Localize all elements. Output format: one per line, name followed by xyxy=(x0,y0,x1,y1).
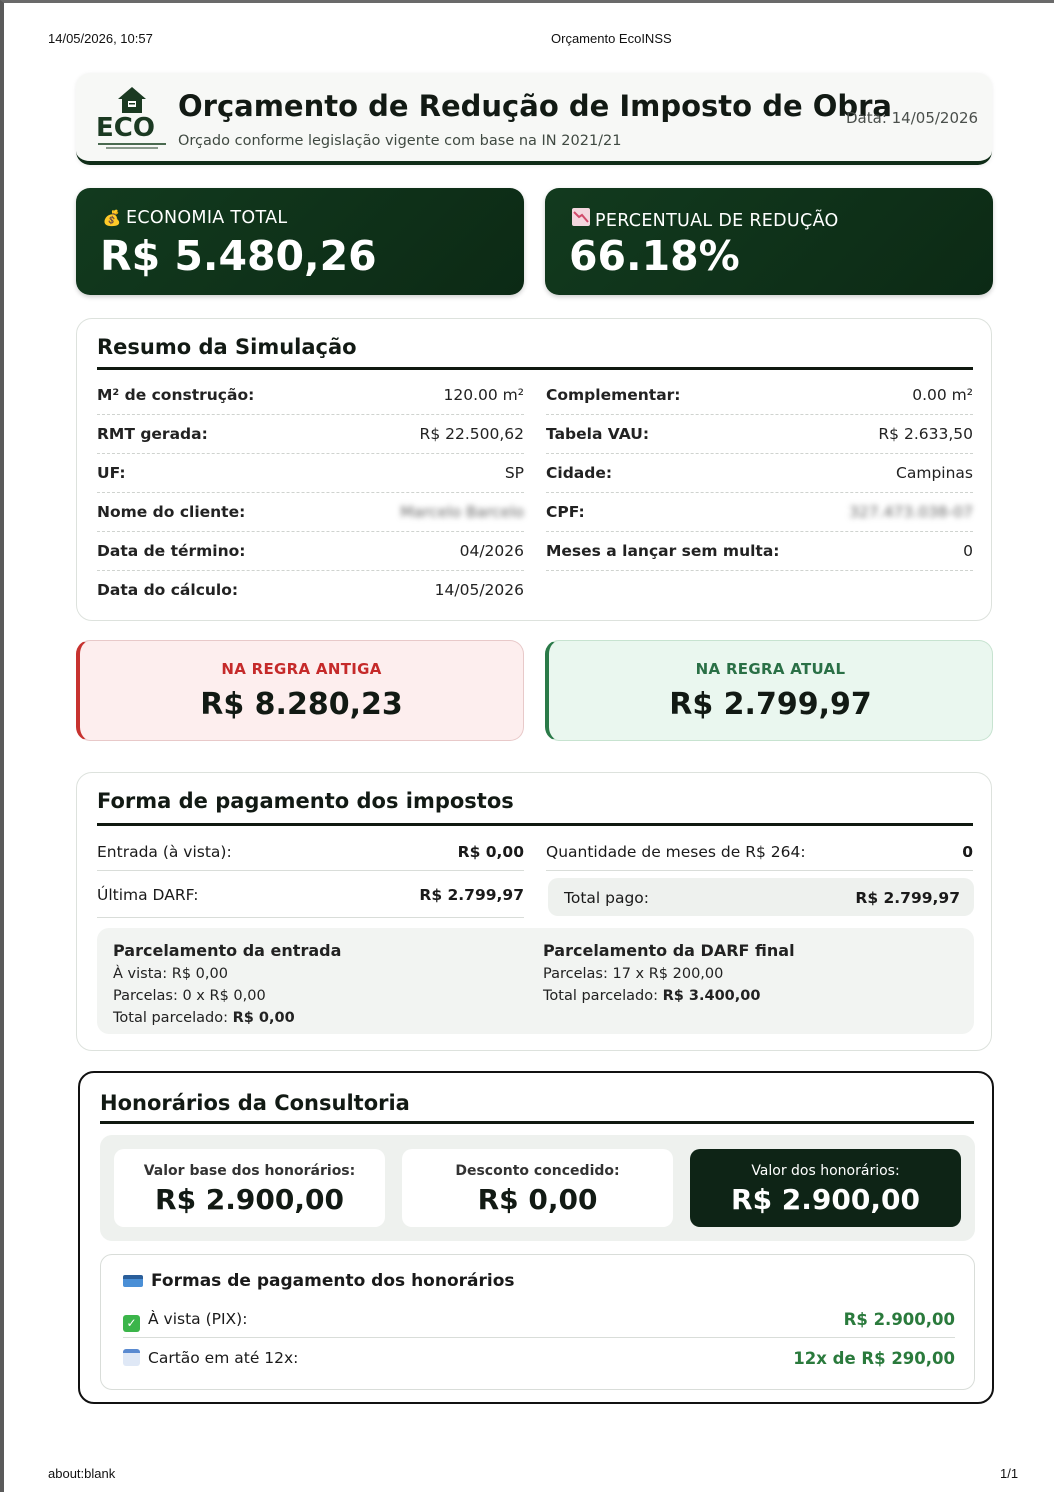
payment-section xyxy=(76,772,992,1051)
house-icon xyxy=(116,85,148,115)
summary-row: UF: SP xyxy=(97,454,524,493)
fees-section xyxy=(78,1071,994,1404)
print-page-count: 1/1 xyxy=(1000,1466,1019,1481)
logo-underline-small xyxy=(106,147,158,149)
chart-down-icon xyxy=(571,208,591,230)
fee-discount-card: Desconto concedido: R$ 0,00 xyxy=(402,1149,673,1227)
check-icon: ✓ xyxy=(123,1315,140,1332)
header-card xyxy=(76,73,992,165)
entrada-installments: Parcelamento da entrada À vista: R$ 0,00 Parcelas: 0 x R$ 0,00 Total parcelado: R$ 0,00 xyxy=(113,941,342,1026)
fees-summary-strip xyxy=(100,1135,975,1241)
summary-row: Complementar: 0.00 m² xyxy=(546,376,973,415)
eco-logo xyxy=(96,85,168,149)
payment-divider xyxy=(97,823,973,826)
logo-underline xyxy=(98,143,166,145)
economy-label: ECONOMIA TOTAL xyxy=(126,208,288,228)
fee-methods-box xyxy=(100,1254,975,1390)
payment-title: Forma de pagamento dos impostos xyxy=(97,789,514,813)
summary-divider xyxy=(97,367,973,370)
meses-row: Quantidade de meses de R$ 264: 0 xyxy=(546,831,973,871)
summary-row: RMT gerada: R$ 22.500,62 xyxy=(97,415,524,454)
print-url: about:blank xyxy=(48,1466,116,1481)
summary-row: M² de construção: 120.00 m² xyxy=(97,376,524,415)
method-row-card: Cartão em até 12x: 12x de R$ 290,00 xyxy=(123,1339,955,1377)
header-date: Data: 14/05/2026 xyxy=(846,109,979,127)
old-rule-label: NA REGRA ANTIGA xyxy=(221,660,382,678)
summary-row: Cidade: Campinas xyxy=(546,454,973,493)
ultima-darf-row: Última DARF: R$ 2.799,97 xyxy=(97,874,524,918)
fees-title: Honorários da Consultoria xyxy=(100,1091,410,1115)
print-datetime: 14/05/2026, 10:57 xyxy=(48,31,153,46)
page-title: Orçamento de Redução de Imposto de Obra xyxy=(178,89,892,123)
summary-section xyxy=(76,318,992,621)
summary-row: Nome do cliente: Marcelo Barcelo xyxy=(97,493,524,532)
entrada-row: Entrada (à vista): R$ 0,00 xyxy=(97,831,524,871)
old-rule-card xyxy=(76,640,524,741)
old-rule-value: R$ 8.280,23 xyxy=(200,687,403,722)
method-row-pix: ✓ À vista (PIX): R$ 2.900,00 xyxy=(123,1300,955,1338)
calendar-icon xyxy=(123,1349,140,1366)
summary-title: Resumo da Simulação xyxy=(97,335,357,359)
reduction-percent-card xyxy=(545,188,993,295)
fee-methods-title: Formas de pagamento dos honorários xyxy=(151,1271,515,1291)
fees-divider xyxy=(100,1121,974,1124)
summary-row: Data do cálculo: 14/05/2026 xyxy=(97,581,524,599)
summary-row: Data de término: 04/2026 xyxy=(97,532,524,571)
fee-final-card: Valor dos honorários: R$ 2.900,00 xyxy=(690,1149,961,1227)
logo-text: ECO xyxy=(96,113,155,143)
new-rule-card xyxy=(545,640,993,741)
total-paid-pill: Total pago: R$ 2.799,97 xyxy=(548,878,974,916)
reduction-value: 66.18% xyxy=(569,232,740,280)
page-subtitle: Orçado conforme legislação vigente com base na IN 2021/21 xyxy=(178,133,622,149)
print-doc-title: Orçamento EcoINSS xyxy=(551,31,672,46)
summary-row: Meses a lançar sem multa: 0 xyxy=(546,532,973,571)
credit-card-icon xyxy=(123,1275,143,1287)
economy-total-card xyxy=(76,188,524,295)
installments-box xyxy=(97,928,974,1034)
summary-row: Tabela VAU: R$ 2.633,50 xyxy=(546,415,973,454)
money-bag-icon: 💰 xyxy=(102,209,122,227)
fee-base-card: Valor base dos honorários: R$ 2.900,00 xyxy=(114,1149,385,1227)
summary-row: CPF: 327.473.038-07 xyxy=(546,493,973,532)
client-name-redacted: Marcelo Barcelo xyxy=(400,503,524,521)
new-rule-value: R$ 2.799,97 xyxy=(669,687,872,722)
reduction-label: PERCENTUAL DE REDUÇÃO xyxy=(595,211,839,231)
new-rule-label: NA REGRA ATUAL xyxy=(695,660,846,678)
economy-value: R$ 5.480,26 xyxy=(100,232,377,280)
cpf-redacted: 327.473.038-07 xyxy=(849,503,973,521)
darf-installments: Parcelamento da DARF final Parcelas: 17 x R$ 200,00 Total parcelado: R$ 3.400,00 xyxy=(543,941,795,1004)
